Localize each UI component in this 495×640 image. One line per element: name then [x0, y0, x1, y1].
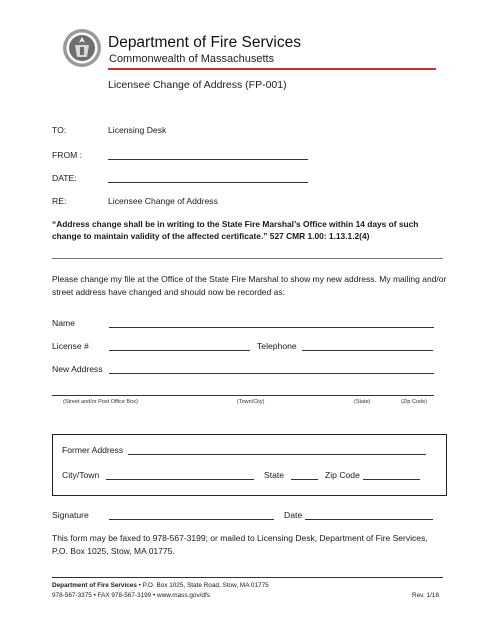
signature-date-label: Date: [284, 510, 303, 520]
signature-field[interactable]: [109, 510, 274, 520]
intro-paragraph: Please change my file at the Office of the State Fire Marshal to show my new address. My mailing and/or street address have changed and should now be recorded as:: [52, 274, 447, 297]
commonwealth-name: Commonwealth of Massachusetts: [109, 53, 275, 65]
header-rule: [108, 68, 436, 70]
town-caption: (Town/City): [237, 399, 265, 405]
footer-address: [52, 582, 269, 589]
street-caption: (Street and/or Post Office Box): [63, 399, 138, 405]
former-address-label: Former Address: [62, 445, 124, 455]
department-name: Department of Fire Services: [108, 34, 301, 51]
former-state-field[interactable]: [291, 470, 318, 480]
from-field[interactable]: [108, 150, 308, 160]
telephone-label: Telephone: [257, 341, 297, 351]
address-line-field[interactable]: [52, 386, 434, 396]
name-label: Name: [52, 318, 75, 328]
new-address-label: New Address: [52, 364, 103, 374]
footer-contact: 978-567-3375 • FAX 978-567-3199 • www.mass.gov/dfs: [52, 592, 210, 599]
regulation-notice: “Address change shall be in writing to the State Fire Marshal’s Office within 14 days of such change to maintain validity of the affected certificate.” 527 CMR 1.00: 1.13.1.2(4): [52, 219, 419, 241]
license-label: License #: [52, 341, 89, 351]
re-label: RE:: [52, 196, 67, 206]
form-title: Licensee Change of Address (FP-001): [108, 79, 287, 91]
former-city-field[interactable]: [106, 470, 254, 480]
signature-label: Signature: [52, 510, 89, 520]
new-address-field[interactable]: [109, 364, 434, 374]
name-field[interactable]: [109, 318, 434, 328]
re-value: Licensee Change of Address: [108, 196, 218, 206]
from-label: FROM :: [52, 150, 83, 160]
zip-caption: (Zip Code): [401, 399, 427, 405]
former-address-field[interactable]: [128, 445, 426, 455]
fax-note: This form may be faxed to 978-567-3199; or mailed to Licensing Desk, Department of Fire Services, P.O. Box 1025, Stow, MA 01775.: [52, 533, 428, 556]
telephone-field[interactable]: [302, 341, 433, 351]
former-zip-label: Zip Code: [325, 470, 360, 480]
former-zip-field[interactable]: [363, 470, 420, 480]
footer-rule: [52, 577, 443, 578]
revision-label: Rev. 1/18: [412, 592, 439, 599]
section-divider: [52, 258, 443, 259]
to-label: TO:: [52, 125, 67, 135]
footer-address-text: • P.O. Box 1025, State Road, Stow, MA 01775: [136, 582, 269, 589]
to-value: Licensing Desk: [108, 125, 167, 135]
former-address-box: [52, 434, 447, 496]
signature-date-field[interactable]: [305, 510, 433, 520]
date-label: DATE:: [52, 173, 77, 183]
state-caption: (State): [354, 399, 371, 405]
former-city-label: City/Town: [62, 470, 100, 480]
former-state-label: State: [264, 470, 285, 480]
date-field[interactable]: [108, 173, 308, 183]
seal-logo: [62, 28, 102, 68]
license-field[interactable]: [109, 341, 250, 351]
footer-org: Department of Fire Services: [52, 582, 137, 589]
